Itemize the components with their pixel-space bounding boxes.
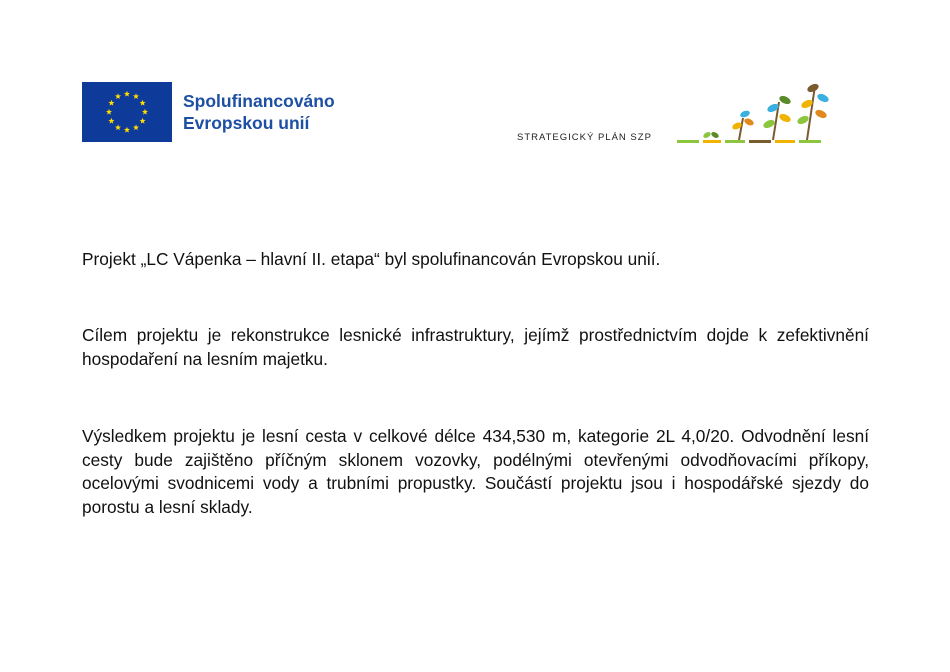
eu-flag-icon <box>82 82 172 142</box>
eu-logo-line2: Evropskou unií <box>183 113 310 133</box>
project-description <box>82 248 869 517</box>
growing-plants-icon <box>677 80 837 148</box>
paragraph-project-goal: Cílem projektu je rekonstrukce lesnické infrastruktury, jejímž prostřednictvím dojde k zefektivnění hospodaření na lesním majetku. <box>82 325 869 369</box>
eu-logo-text <box>183 90 335 134</box>
paragraph-project-result: Výsledkem projektu je lesní cesta v celkové délce 434,530 m, kategorie 2L 4,0/20. Odvodnění lesní cesty bude zajištěno příčným sklonem vozovky, podélnými otevřenými odvodňovacími příkopy, ocelovými svodnicemi vody a trubními propustky. Součástí projektu jsou i hospodářské sjezdy do porostu a lesní sklady. <box>82 426 869 517</box>
szp-logo-label: STRATEGICKÝ PLÁN SZP <box>517 132 652 143</box>
strategic-plan-szp-logo <box>517 80 837 150</box>
eu-cofinanced-logo <box>82 82 335 142</box>
paragraph-project-title: Projekt „LC Vápenka – hlavní II. etapa“ byl spolufinancován Evropskou unií. <box>82 249 661 269</box>
eu-logo-line1: Spolufinancováno <box>183 91 335 111</box>
